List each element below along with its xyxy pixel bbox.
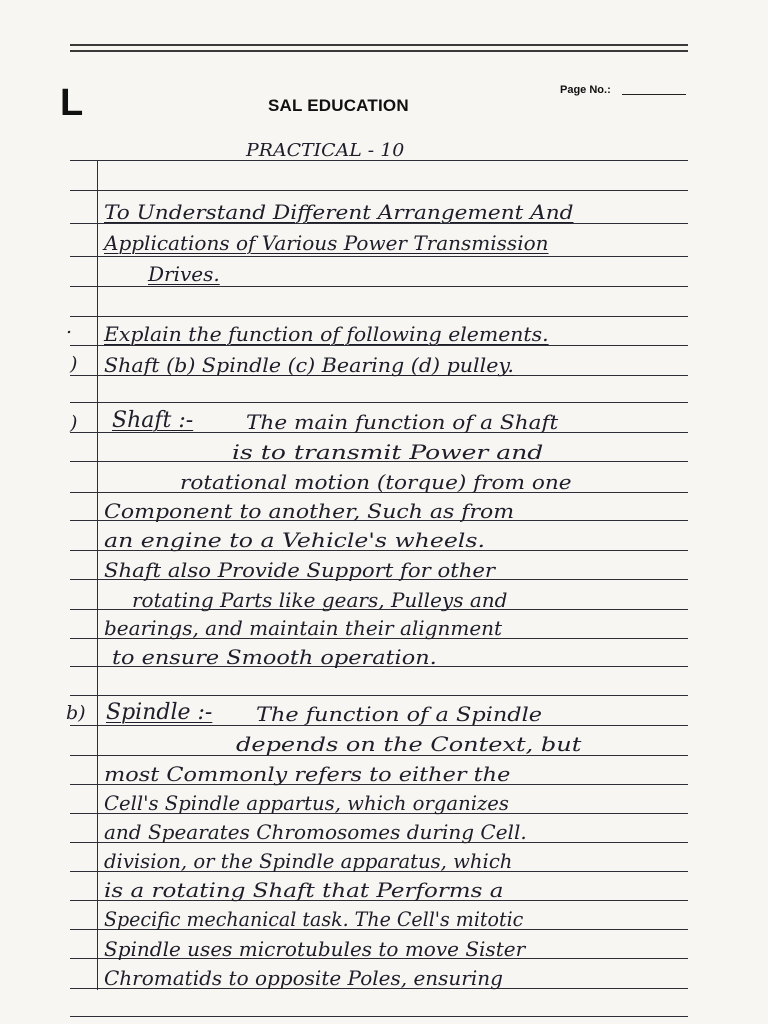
shaft-line: an engine to a Vehicle's wheels. [104, 528, 485, 552]
brand-title: SAL EDUCATION [268, 96, 409, 115]
top-rule [70, 44, 688, 46]
logo-mark: L [60, 82, 84, 124]
ruled-line [70, 402, 688, 403]
margin-line [97, 160, 98, 990]
question-number: . [66, 316, 73, 338]
shaft-line: The main function of a Shaft [246, 410, 559, 434]
spindle-line: depends on the Context, but [236, 732, 582, 756]
question-text: Explain the function of following elements. [104, 322, 549, 346]
spindle-line: Chromatids to opposite Poles, ensuring [104, 966, 503, 990]
aim-line: To Understand Different Arrangement And [104, 200, 574, 224]
ruled-line [70, 316, 688, 317]
shaft-line: to ensure Smooth operation. [112, 645, 437, 669]
shaft-line: rotational motion (torque) from one [180, 470, 572, 494]
question-subitems: Shaft (b) Spindle (c) Bearing (d) pulley. [104, 353, 514, 377]
spindle-marker: b) [66, 702, 86, 724]
shaft-line: rotating Parts like gears, Pulleys and [132, 588, 508, 612]
shaft-heading: Shaft :- [112, 408, 194, 433]
shaft-line: Shaft also Provide Support for other [104, 558, 496, 582]
spindle-line: Cell's Spindle appartus, which organizes [104, 791, 509, 815]
spindle-line: most Commonly refers to either the [104, 762, 511, 786]
aim-line: Applications of Various Power Transmission [104, 231, 549, 255]
ruled-line [70, 256, 688, 257]
ruled-line [70, 695, 688, 696]
spindle-line: and Spearates Chromosomes during Cell. [104, 820, 527, 844]
page-number-label: Page No.: [560, 84, 611, 96]
spindle-line: division, or the Spindle apparatus, which [104, 849, 513, 873]
spindle-line: Spindle uses microtubules to move Sister [104, 937, 526, 961]
shaft-line: Component to another, Such as from [104, 499, 515, 523]
aim-line: Drives. [148, 262, 220, 286]
question-sub-marker: ) [70, 353, 78, 375]
ruled-line [70, 190, 688, 191]
ruled-line [70, 1016, 688, 1017]
shaft-marker: ) [70, 412, 78, 434]
spindle-line: is a rotating Shaft that Performs a [104, 878, 504, 902]
spindle-line: Specific mechanical task. The Cell's mitotic [104, 907, 524, 931]
practical-title: PRACTICAL - 10 [246, 140, 405, 161]
spindle-line: The function of a Spindle [256, 702, 543, 726]
shaft-line: is to transmit Power and [232, 440, 544, 464]
page-number-field [622, 94, 686, 95]
shaft-line: bearings, and maintain their alignment [104, 616, 503, 640]
ruled-line [70, 286, 688, 287]
top-rule [70, 50, 688, 52]
spindle-heading: Spindle :- [106, 700, 213, 725]
